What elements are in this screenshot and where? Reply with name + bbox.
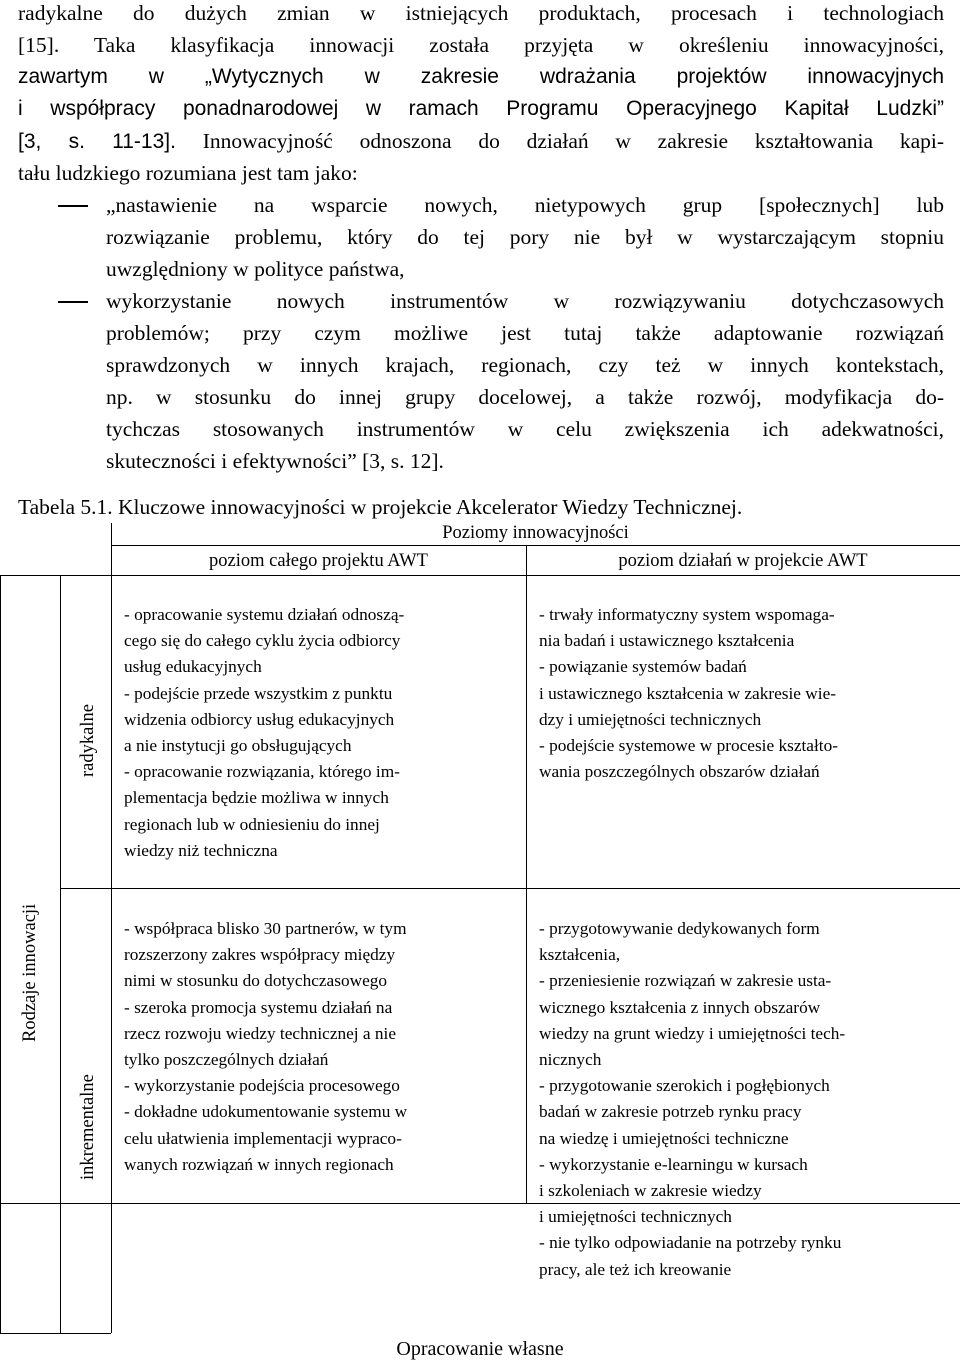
cell-line: - dokładne udokumentowanie systemu w — [124, 1102, 408, 1122]
bullet-line: „nastawienie na wsparcie nowych, nietypowych grup [społecznych] lub — [106, 193, 944, 217]
cell-line: - wykorzystanie e-learningu w kursach — [539, 1154, 808, 1174]
cell-line: celu ułatwienia implementacji wypraco- — [124, 1128, 402, 1148]
cell-line: a nie instytucji go obsługujących — [124, 736, 352, 756]
cell-line: nimi w stosunku do dotychczasowego — [124, 971, 388, 991]
cell-line: wania poszczególnych obszarów działań — [539, 762, 820, 782]
bullet-line: sprawdzonych w innych krajach, regionach, czy też w innych kontekstach, — [106, 353, 944, 377]
paragraph-line: i współpracy ponadnarodowej w ramach Programu Operacyjnego Kapitał Ludzki” — [18, 97, 944, 120]
cell-line: regionach lub w odniesieniu do innej — [124, 814, 380, 834]
paragraph-line: [15]. Taka klasyfikacja innowacji została przyjęta w określeniu innowacyjności, — [18, 33, 944, 57]
row-label-incremental: inkrementalne — [78, 1074, 98, 1180]
table-caption — [18, 491, 742, 523]
paragraph-line: [3, s. 11-13]. Innowacyjność odnoszona do działań w zakresie kształtowania kapi- — [18, 129, 945, 153]
cell-line: widzenia odbiorcy usług edukacyjnych — [124, 709, 395, 729]
header-actions-level: poziom działań w projekcie AWT — [618, 551, 868, 571]
bullet-line: skuteczności i efektywności” [3, s. 12]. — [106, 449, 444, 473]
cell-line: wanych rozwiązań w innych regionach — [124, 1154, 394, 1174]
cell-line: i umiejętności technicznych — [539, 1207, 732, 1227]
cell-line: - wykorzystanie podejścia procesowego — [124, 1076, 400, 1096]
table-rule — [60, 888, 960, 889]
paragraph-line: tału ludzkiego rozumiana jest tam jako: — [18, 161, 358, 185]
table-rule — [111, 523, 112, 1333]
cell-line: usług edukacyjnych — [124, 657, 262, 677]
dash-bullet — [58, 301, 88, 303]
cell-line: nia badań i ustawicznego kształcenia — [539, 631, 795, 651]
table-rule — [0, 575, 960, 576]
table-rule — [526, 545, 527, 1203]
bullet-line: uwzględniony w polityce państwa, — [106, 257, 405, 281]
cell-line: - przygotowywanie dedykowanych form — [539, 919, 820, 938]
bullet-line: tychczas stosowanych instrumentów w celu zwiększenia ich adekwatności, — [106, 417, 944, 441]
cell-line: wicznego kształcenia z innych obszarów — [539, 997, 821, 1017]
cell-line: rzecz rozwoju wiedzy technicznej a nie — [124, 1023, 397, 1043]
header-project-level: poziom całego projektu AWT — [209, 551, 428, 571]
cell-line: i ustawicznego kształcenia w zakresie wie- — [539, 683, 837, 703]
cell-line: tylko poszczególnych działań — [124, 1050, 329, 1070]
bullet-line: rozwiązanie problemu, który do tej pory nie był w wystarczającym stopniu — [106, 225, 944, 249]
table-caption-text: Kluczowe innowacyjności w projekcie Akcelerator Wiedzy Technicznej. — [112, 495, 743, 519]
paragraph-line: radykalne do dużych zmian w istniejących produktach, procesach i technologiach — [18, 1, 944, 25]
table-rule — [60, 575, 61, 1333]
cell-line: wiedzy na grunt wiedzy i umiejętności tech- — [539, 1023, 846, 1043]
cell-incremental-project — [124, 916, 407, 1178]
header-levels: Poziomy innowacyjności — [442, 523, 629, 543]
cell-radical-actions — [539, 602, 838, 785]
cell-line: - przygotowanie szerokich i pogłębionych — [539, 1076, 830, 1096]
bullet-line: np. w stosunku do innej grupy docelowej, a także rozwój, modyfikacja do- — [106, 385, 944, 409]
cell-line: - trwały informatyczny system wspomaga- — [539, 605, 835, 624]
cell-line: - powiązanie systemów badań — [539, 657, 747, 677]
table-rule — [0, 575, 1, 1333]
cell-line: - podejście systemowe w procesie kształto- — [539, 736, 838, 756]
table-rule — [0, 1333, 111, 1334]
cell-line: nicznych — [539, 1050, 602, 1070]
row-label-radical: radykalne — [78, 704, 98, 777]
table-caption-label: Tabela 5.1. — [18, 495, 113, 519]
cell-line: wiedzy niż techniczna — [124, 840, 278, 860]
cell-line: - opracowanie systemu działań odnoszą- — [124, 605, 405, 624]
cell-line: i szkoleniach w zakresie wiedzy — [539, 1181, 762, 1201]
cell-line: rozszerzony zakres współpracy między — [124, 945, 396, 965]
cell-line: pracy, ale też ich kreowanie — [539, 1259, 732, 1279]
dash-bullet — [58, 205, 88, 207]
cell-line: badań w zakresie potrzeb rynku pracy — [539, 1102, 802, 1122]
cell-line: na wiedzę i umiejętności techniczne — [539, 1128, 789, 1148]
cell-line: cego się do całego cyklu życia odbiorcy — [124, 631, 401, 651]
cell-radical-project — [124, 602, 404, 864]
cell-line: - współpraca blisko 30 partnerów, w tym — [124, 919, 407, 938]
source-note: Opracowanie własne — [396, 1338, 564, 1360]
paragraph-line: zawartym w „Wytycznych w zakresie wdrażania projektów innowacyjnych — [18, 65, 944, 88]
cell-line: plementacja będzie możliwa w innych — [124, 788, 389, 808]
cell-line: - opracowanie rozwiązania, którego im- — [124, 762, 400, 782]
cell-line: dzy i umiejętności technicznych — [539, 709, 762, 729]
cell-line: - podejście przede wszystkim z punktu — [124, 683, 393, 703]
table-rule — [111, 545, 960, 546]
bullet-line: problemów; przy czym możliwe jest tutaj także adaptowanie rozwiązań — [106, 321, 944, 345]
bullet-line: wykorzystanie nowych instrumentów w rozwiązywaniu dotychczasowych — [106, 289, 944, 313]
row-group-label: Rodzaje innowacji — [20, 903, 40, 1042]
cell-line: - nie tylko odpowiadanie na potrzeby rynku — [539, 1233, 842, 1253]
cell-line: - przeniesienie rozwiązań w zakresie usta- — [539, 971, 832, 991]
cell-incremental-actions — [539, 916, 845, 1283]
cell-line: - szeroka promocja systemu działań na — [124, 997, 393, 1017]
cell-line: kształcenia, — [539, 945, 621, 965]
